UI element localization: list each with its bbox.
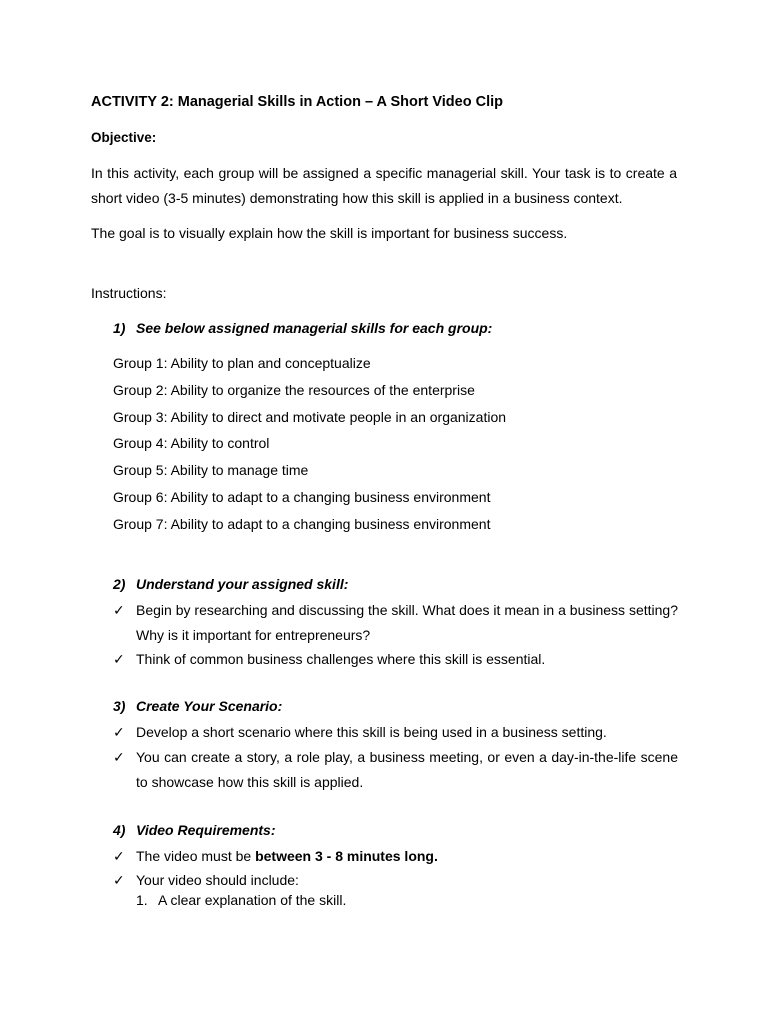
step-1-number: 1) xyxy=(113,320,126,336)
step-2-number: 2) xyxy=(113,576,126,592)
checklist-item-text: You can create a story, a role play, a business meeting, or even a day-in-the-life scene to showcase how this skill is applied. xyxy=(136,749,678,790)
group-item: Group 6: Ability to adapt to a changing business environment xyxy=(113,488,491,505)
group-item: Group 5: Ability to manage time xyxy=(113,462,309,479)
step-3-number: 3) xyxy=(113,698,126,714)
objective-paragraph-1: In this activity, each group will be assigned a specific managerial skill. Your task is to create a short video (3-5 minutes) demonstrating how this skill is applied in a business context. xyxy=(91,165,677,206)
checklist-item-text: Begin by researching and discussing the skill. What does it mean in a business setting? Why is it important for entrepreneurs? xyxy=(136,602,678,643)
step-4-heading-text: Video Requirements: xyxy=(136,822,276,838)
checklist-item-text: Your video should include: xyxy=(136,872,299,888)
step-1-heading-text: See below assigned managerial skills for each group: xyxy=(136,320,493,336)
checklist-item xyxy=(113,868,678,893)
numbered-sub-item xyxy=(136,892,346,908)
checklist-item xyxy=(113,598,678,647)
step-3-heading-text: Create Your Scenario: xyxy=(136,698,283,714)
group-item: Group 7: Ability to adapt to a changing business environment xyxy=(113,515,491,532)
video-length-emphasis: between 3 - 8 minutes long. xyxy=(255,848,438,864)
checklist-item-text: Develop a short scenario where this skill is being used in a business setting. xyxy=(136,724,607,740)
check-mark-icon: ✓ xyxy=(113,872,125,888)
check-mark-icon: ✓ xyxy=(113,848,125,864)
checklist-item xyxy=(113,720,678,745)
step-4-heading xyxy=(113,822,276,838)
group-item: Group 3: Ability to direct and motivate people in an organization xyxy=(113,408,507,425)
check-mark-icon: ✓ xyxy=(113,724,125,740)
step-2-heading xyxy=(113,576,348,592)
checklist-item-text xyxy=(136,844,678,869)
group-item: Group 1: Ability to plan and conceptualize xyxy=(113,355,371,371)
step-3-heading xyxy=(113,698,282,714)
step-2-heading-text: Understand your assigned skill: xyxy=(136,576,349,592)
check-mark-icon: ✓ xyxy=(113,602,125,618)
group-item: Group 4: Ability to control xyxy=(113,435,270,452)
check-mark-icon: ✓ xyxy=(113,749,125,765)
checklist-item xyxy=(113,844,678,869)
checklist-item xyxy=(113,647,678,672)
objective-label: Objective: xyxy=(91,130,157,145)
document-title: ACTIVITY 2: Managerial Skills in Action – A Short Video Clip xyxy=(91,94,503,110)
group-skill-list xyxy=(113,351,506,539)
checklist-item-text: Think of common business challenges where this skill is essential. xyxy=(136,651,546,667)
checklist-item xyxy=(113,745,678,794)
group-item: Group 2: Ability to organize the resources of the enterprise xyxy=(113,381,475,398)
sub-item-text: A clear explanation of the skill. xyxy=(158,892,347,908)
video-length-prefix: The video must be xyxy=(136,848,256,864)
instructions-label: Instructions: xyxy=(91,285,167,301)
step-1-heading xyxy=(113,320,492,336)
step-4-number: 4) xyxy=(113,822,126,838)
objective-paragraph-2: The goal is to visually explain how the skill is important for business success. xyxy=(91,225,568,241)
check-mark-icon: ✓ xyxy=(113,651,125,667)
sub-item-number: 1. xyxy=(136,892,148,908)
